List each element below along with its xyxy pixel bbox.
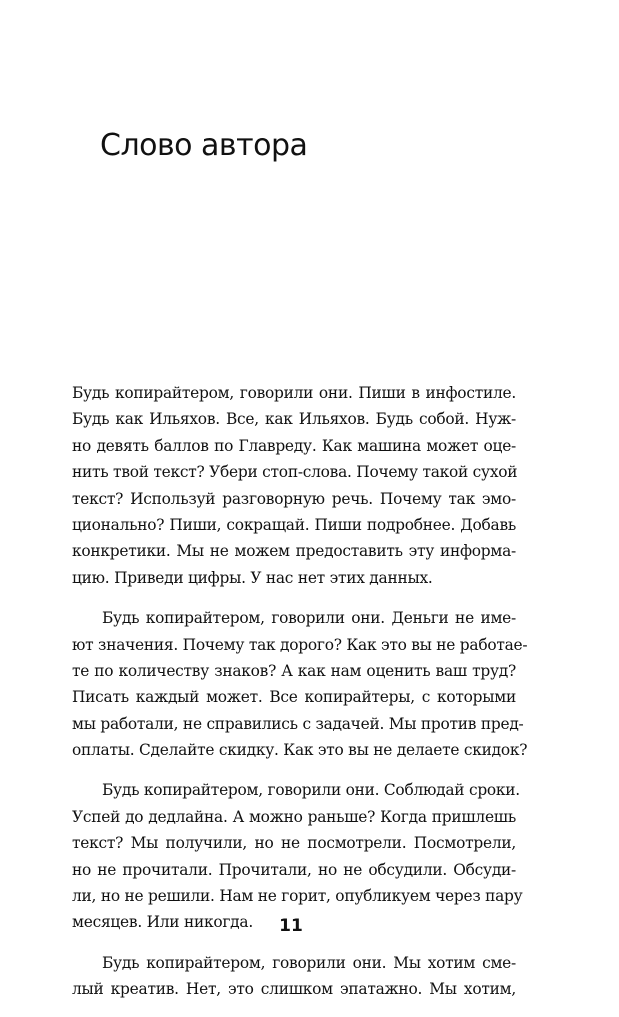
page-title: Слово автора bbox=[100, 128, 308, 163]
text-line: ционально? Пиши, сокращай. Пиши подробнее. Добавь bbox=[72, 515, 516, 534]
text-line: Будь копирайтером, говорили они. Деньги не име- bbox=[102, 609, 516, 628]
text-line: Будь копирайтером, говорили они. Пиши в инфостиле. bbox=[72, 384, 516, 402]
text-line: конкретики. Мы не можем предоставить эту информа- bbox=[72, 542, 516, 561]
text-line: лый креатив. Нет, это слишком эпатажно. Мы хотим, bbox=[72, 980, 516, 999]
text-line: ли, но не решили. Нам не горит, опубликуем через пару bbox=[72, 887, 523, 906]
text-line: нить твой текст? Убери стоп-слова. Почему такой сухой bbox=[72, 463, 518, 482]
text-line: но девять баллов по Главреду. Как машина может оце- bbox=[72, 436, 516, 455]
text-line: ют значения. Почему так дорого? Как это вы не работае- bbox=[72, 635, 528, 654]
text-line: но не прочитали. Прочитали, но не обсудили. Обсуди- bbox=[72, 860, 516, 879]
paragraph bbox=[72, 777, 523, 935]
text-line: те по количеству знаков? А как нам оценить ваш труд? bbox=[72, 661, 516, 680]
page-number: 11 bbox=[279, 916, 303, 936]
paragraph bbox=[72, 605, 528, 763]
text-line: Будь копирайтером, говорили они. Мы хотим сме- bbox=[102, 953, 516, 972]
text-line: месяцев. Или никогда. bbox=[72, 913, 253, 932]
paragraph bbox=[72, 380, 516, 591]
text-line: Успей до дедлайна. А можно раньше? Когда пришлешь bbox=[72, 807, 516, 826]
text-line: текст? Используй разговорную речь. Почему так эмо- bbox=[72, 489, 516, 508]
text-line: Будь копирайтером, говорили они. Соблюдай сроки. bbox=[102, 781, 520, 800]
text-line: оплаты. Сделайте скидку. Как это вы не делаете скидок? bbox=[72, 741, 528, 760]
text-line: Будь как Ильяхов. Все, как Ильяхов. Будь собой. Нуж- bbox=[72, 410, 516, 429]
text-line: Писать каждый может. Все копирайтеры, с которыми bbox=[72, 688, 516, 707]
text-line: цию. Приведи цифры. У нас нет этих данных. bbox=[72, 568, 433, 587]
text-line: мы работали, не справились с задачей. Мы против пред- bbox=[72, 714, 524, 733]
paragraph bbox=[72, 950, 516, 1003]
text-line: текст? Мы получили, но не посмотрели. Посмотрели, bbox=[72, 834, 516, 853]
